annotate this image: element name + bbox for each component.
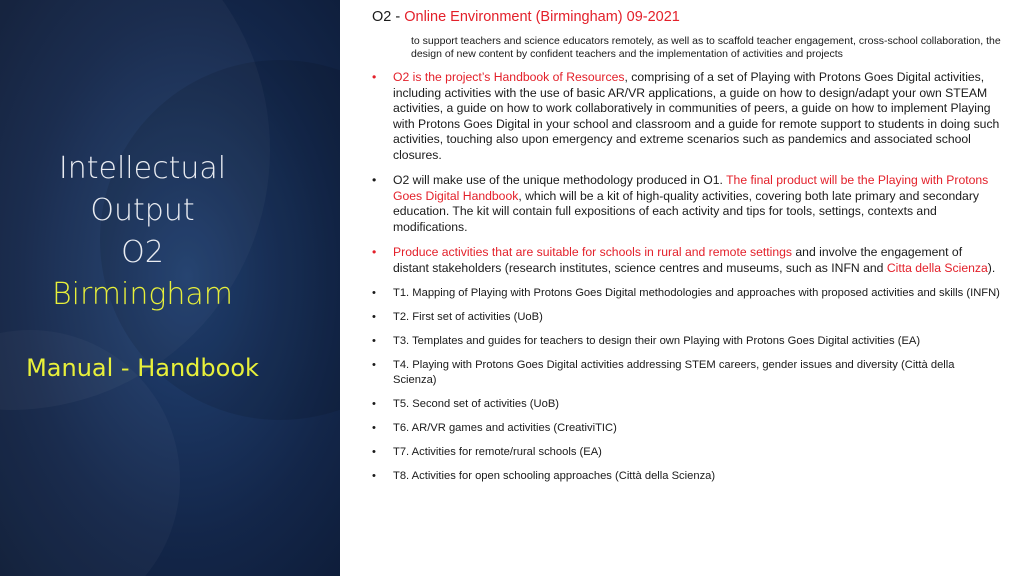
task-item <box>370 334 1000 349</box>
section-heading <box>372 9 680 25</box>
slide-subtitle: Manual - Handbook <box>26 354 259 382</box>
title-line: O2 <box>121 235 164 270</box>
task-text: T5. Second set of activities (UoB) <box>393 398 560 410</box>
bullet-dot: • <box>372 446 376 458</box>
bullet-dot: • <box>372 359 376 371</box>
list-item <box>370 245 1000 276</box>
task-item <box>370 397 1000 412</box>
bullet-dot: • <box>372 311 376 323</box>
title-panel <box>0 0 340 576</box>
task-text: T2. First set of activities (UoB) <box>393 311 543 323</box>
heading-highlight: Online Environment (Birmingham) 09-2021 <box>404 9 680 25</box>
bullet-red-text: Citta della Scienza <box>886 260 988 275</box>
task-text: T3. Templates and guides for teachers to design their own Playing with Protons Goes Digital activities (EA) <box>393 335 921 347</box>
bullet-text: and involve the engagement of distant stakeholders (research institutes, science centres and museums, such as INFN and <box>393 245 963 275</box>
task-text: T7. Activities for remote/rural schools (EA) <box>393 446 602 458</box>
task-item <box>370 310 1000 325</box>
task-text: T4. Playing with Protons Goes Digital activities addressing STEM careers, gender issues and diversity (Città della Scienza) <box>393 359 955 386</box>
bullet-red-text: Produce activities that are suitable for schools in rural and remote settings <box>393 245 793 259</box>
task-item <box>370 358 1000 388</box>
bullet-dot: • <box>372 70 377 84</box>
bullet-dot: • <box>372 173 377 187</box>
bullet-list <box>370 70 1000 493</box>
bullet-dot: • <box>372 245 377 259</box>
bullet-dot: • <box>372 287 376 299</box>
bullet-text: , which will be a kit of high-quality activities, covering both late primary and secondary education. The kit will contain full expositions of each activity and tips for tools, settings, contexts and modifications. <box>393 188 979 234</box>
heading-prefix: O2 - <box>372 9 405 25</box>
bullet-dot: • <box>372 335 376 347</box>
title-line: Output <box>90 193 195 228</box>
task-text: T8. Activities for open schooling approaches (Città della Scienza) <box>393 470 716 482</box>
bullet-dot: • <box>372 470 376 482</box>
task-item <box>370 469 1000 484</box>
content-panel <box>340 0 1024 576</box>
bullet-text: , comprising of a set of Playing with Protons Goes Digital activities, including activities with the use of basic AR/VR applications, a guide on how to design/adapt your own STEAM activities, a guide on how to work collaboratively in communities of peers, a guide on how to implement Playing with Protons Goes Digital in your school and classroom and a guide for remote support to students in doing such activities, touching also upon emergency and extreme scenarios such as pandemics and associated school closures. <box>393 70 1000 162</box>
slide-title <box>0 148 285 316</box>
list-item <box>370 70 1000 163</box>
task-text: T6. AR/VR games and activities (CreativiTIC) <box>393 422 617 434</box>
title-city: Birmingham <box>52 277 233 312</box>
bullet-dot: • <box>372 422 376 434</box>
task-item <box>370 421 1000 436</box>
task-item <box>370 286 1000 301</box>
bullet-dot: • <box>372 398 376 410</box>
bullet-red-text: O2 is the project’s Handbook of Resources <box>393 70 625 84</box>
bullet-text: O2 will make use of the unique methodology produced in O1. <box>393 173 727 187</box>
intro-text: to support teachers and science educators remotely, as well as to scaffold teacher engagement, cross-school collaboration, the design of new content by confident teachers and the implementation of activities and projects <box>411 35 1001 60</box>
task-text: T1. Mapping of Playing with Protons Goes Digital methodologies and approaches with proposed activities and skills (INFN) <box>393 287 1000 299</box>
bullet-text: ). <box>987 260 996 275</box>
title-line: Intellectual <box>58 151 227 186</box>
bullet-red-text: The final product will be the Playing with Protons Goes Digital Handbook <box>393 173 989 203</box>
task-item <box>370 445 1000 460</box>
list-item <box>370 173 1000 235</box>
